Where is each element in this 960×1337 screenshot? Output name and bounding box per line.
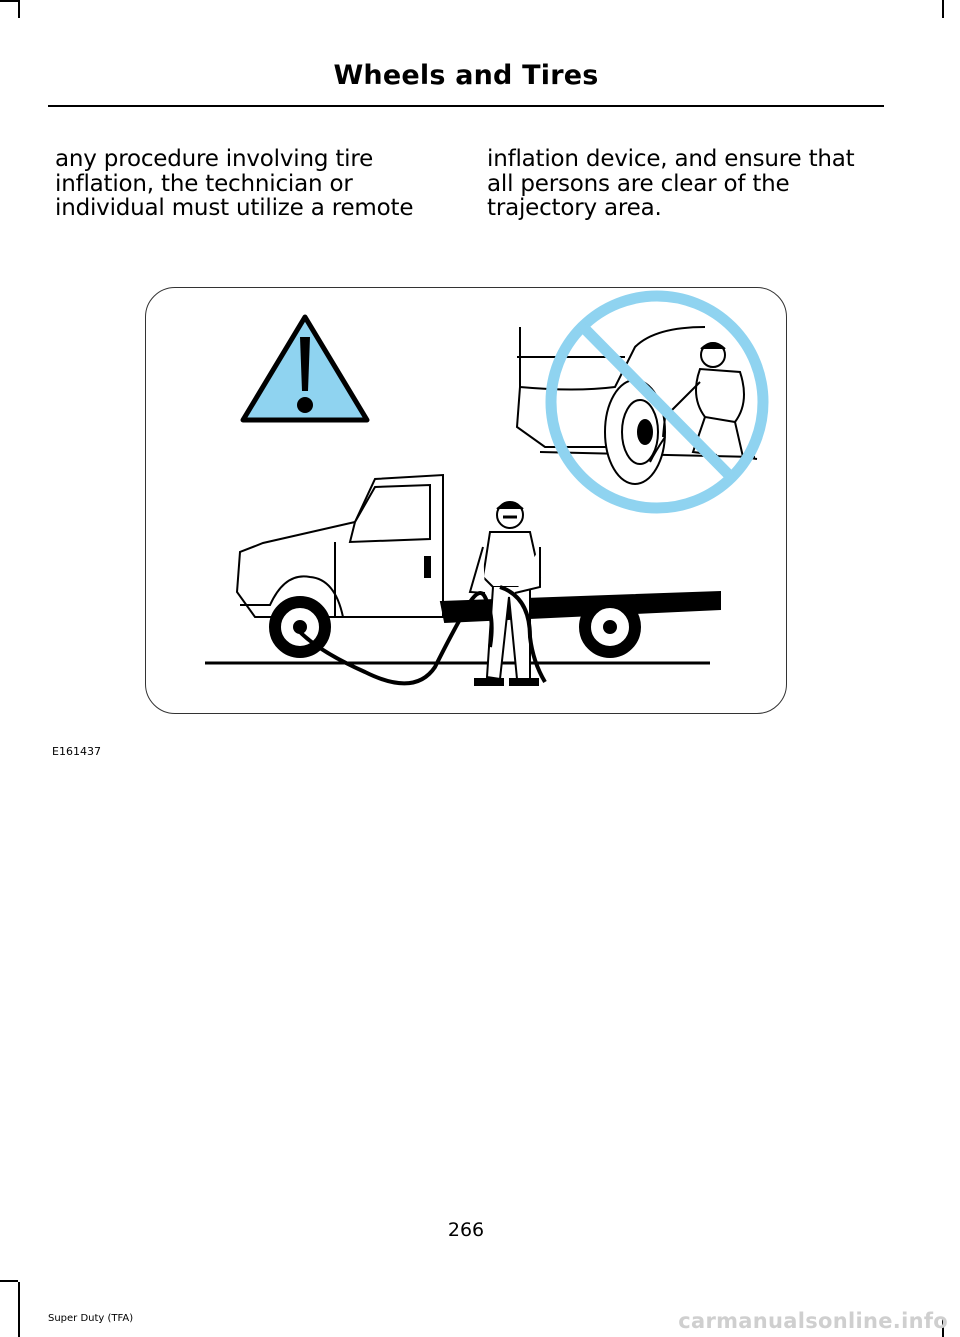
body-text-left: any procedure involving tire inflation, the technician or individual must utilize a remote [55, 146, 414, 221]
crop-mark [942, 0, 944, 18]
crop-mark [0, 1280, 18, 1282]
tire-inflation-illustration [145, 287, 787, 714]
warning-icon [243, 317, 367, 420]
page-title: Wheels and Tires [333, 60, 599, 91]
crop-mark [18, 0, 20, 18]
figure-id: E161437 [52, 745, 101, 758]
footer-model: Super Duty (TFA) [48, 1313, 134, 1324]
header-divider [48, 105, 884, 107]
body-text-right: inflation device, and ensure that all persons are clear of the trajectory area. [487, 146, 855, 221]
crop-mark [18, 1282, 20, 1337]
page-number: 266 [447, 1219, 485, 1241]
crop-mark [0, 0, 18, 2]
watermark: carmanualsonline.info [678, 1309, 948, 1333]
